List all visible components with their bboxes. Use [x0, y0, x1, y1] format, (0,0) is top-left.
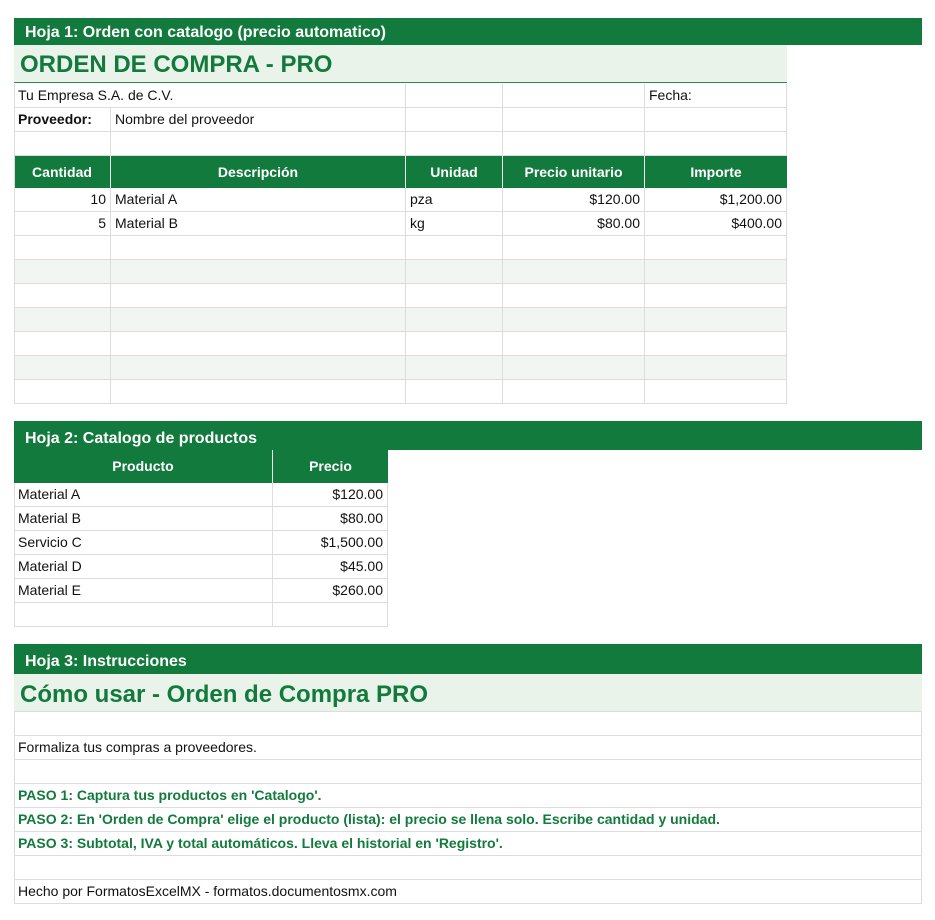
catalog-price[interactable]: $260.00 — [273, 579, 388, 603]
empty-cell[interactable] — [14, 760, 922, 784]
empty-cell[interactable] — [645, 132, 787, 156]
col-header-unidad[interactable]: Unidad — [406, 156, 503, 188]
sheet1-banner: Hoja 1: Orden con catalogo (precio automatico) — [14, 18, 922, 45]
empty-cell[interactable] — [503, 132, 645, 156]
empty-cell[interactable] — [14, 856, 922, 880]
supplier-label[interactable]: Proveedor: — [14, 108, 111, 132]
sheet2-banner: Hoja 2: Catalogo de productos — [14, 421, 922, 450]
grid-line — [14, 331, 787, 332]
grid-line — [14, 483, 15, 627]
catalog-product[interactable]: Servicio C — [14, 531, 273, 555]
empty-cell[interactable] — [14, 132, 111, 156]
empty-cell[interactable] — [503, 84, 645, 108]
catalog-price[interactable]: $120.00 — [273, 483, 388, 507]
grid-line — [14, 84, 15, 404]
catalog-product[interactable]: Material B — [14, 507, 273, 531]
empty-cell[interactable] — [273, 603, 388, 627]
grid-line — [14, 355, 787, 356]
grid-line — [110, 236, 111, 404]
grid-line — [14, 283, 787, 284]
empty-cell[interactable] — [14, 712, 922, 736]
table-row-price[interactable]: $80.00 — [503, 212, 645, 236]
supplier-value[interactable]: Nombre del proveedor — [111, 108, 406, 132]
empty-cell[interactable] — [406, 84, 503, 108]
col-header-precio[interactable]: Precio — [273, 450, 388, 483]
catalog-product[interactable]: Material D — [14, 555, 273, 579]
date-label[interactable]: Fecha: — [645, 84, 787, 108]
empty-cell[interactable] — [406, 132, 503, 156]
grid-line — [14, 379, 787, 380]
row-band — [14, 356, 787, 380]
table-row-unit[interactable]: kg — [406, 212, 503, 236]
step-2[interactable]: PASO 2: En 'Orden de Compra' elige el producto (lista): el precio se llena solo. Escribe cantidad y unidad. — [14, 808, 922, 832]
table-row-qty[interactable]: 10 — [14, 188, 111, 212]
order-title: ORDEN DE COMPRA - PRO — [14, 45, 787, 83]
instructions-title: Cómo usar - Orden de Compra PRO — [14, 674, 922, 712]
table-row-amount[interactable]: $1,200.00 — [645, 188, 787, 212]
instructions-intro[interactable]: Formaliza tus compras a proveedores. — [14, 736, 922, 760]
step-1[interactable]: PASO 1: Captura tus productos en 'Catalogo'. — [14, 784, 922, 808]
grid-line — [502, 236, 503, 404]
col-header-producto[interactable]: Producto — [14, 450, 273, 483]
grid-line — [14, 259, 787, 260]
table-row-amount[interactable]: $400.00 — [645, 212, 787, 236]
catalog-price[interactable]: $80.00 — [273, 507, 388, 531]
table-row-desc[interactable]: Material B — [111, 212, 406, 236]
col-header-cantidad[interactable]: Cantidad — [14, 156, 111, 188]
grid-line — [786, 236, 787, 404]
empty-cell[interactable] — [645, 108, 787, 132]
credits-footer[interactable]: Hecho por FormatosExcelMX - formatos.documentosmx.com — [14, 880, 922, 904]
grid-line — [405, 236, 406, 404]
table-row-price[interactable]: $120.00 — [503, 188, 645, 212]
grid-line — [14, 712, 15, 904]
table-row-unit[interactable]: pza — [406, 188, 503, 212]
step-3[interactable]: PASO 3: Subtotal, IVA y total automáticos. Lleva el historial en 'Registro'. — [14, 832, 922, 856]
catalog-product[interactable]: Material E — [14, 579, 273, 603]
grid-line — [644, 236, 645, 404]
catalog-product[interactable]: Material A — [14, 483, 273, 507]
row-band — [14, 260, 787, 284]
sheet3-banner: Hoja 3: Instrucciones — [14, 644, 922, 674]
col-header-precio-unitario[interactable]: Precio unitario — [503, 156, 645, 188]
empty-cell[interactable] — [14, 603, 273, 627]
col-header-descripcion[interactable]: Descripción — [111, 156, 406, 188]
grid-line — [14, 403, 787, 404]
table-row-qty[interactable]: 5 — [14, 212, 111, 236]
catalog-price[interactable]: $1,500.00 — [273, 531, 388, 555]
empty-cell[interactable] — [406, 108, 503, 132]
company-name[interactable]: Tu Empresa S.A. de C.V. — [14, 84, 406, 108]
col-header-importe[interactable]: Importe — [645, 156, 787, 188]
catalog-price[interactable]: $45.00 — [273, 555, 388, 579]
empty-cell[interactable] — [503, 108, 645, 132]
empty-cell[interactable] — [111, 132, 406, 156]
row-band — [14, 308, 787, 332]
table-row-desc[interactable]: Material A — [111, 188, 406, 212]
grid-line — [14, 307, 787, 308]
